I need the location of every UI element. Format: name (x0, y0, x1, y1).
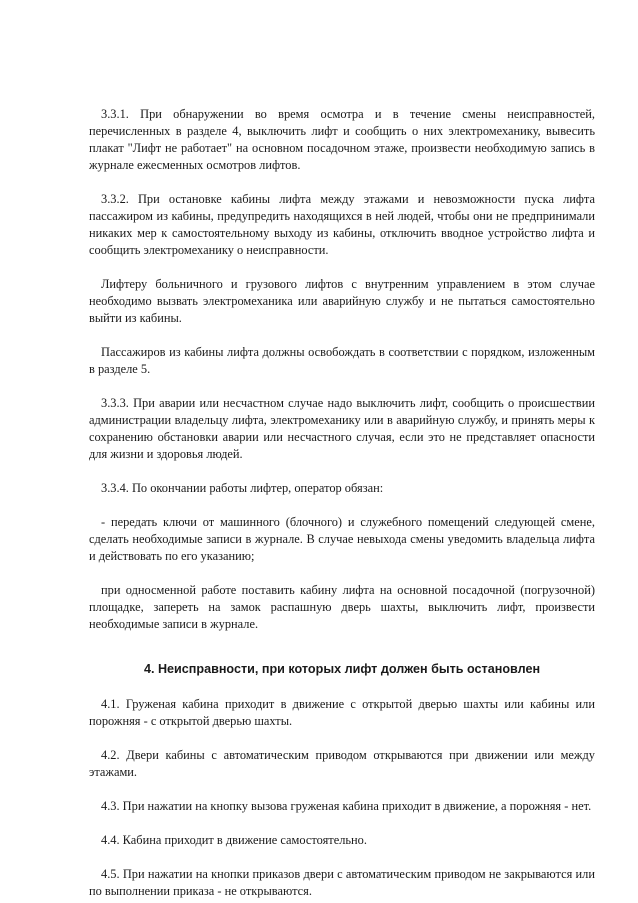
paragraph-3-3-4: 3.3.4. По окончании работы лифтер, оператор обязан: (101, 481, 384, 495)
paragraph-3-3-3: 3.3.3. При аварии или несчастном случае надо выключить лифт, сообщить о происшествии администрации владельцу лифта, электромеханику или в аварийную службу, и принять меры к сохранению обстановки аварии или несчастного случая, если это не представляет опасности для жизни и здоровья людей. (89, 396, 595, 461)
paragraph-freight-lift-operator: Лифтеру больничного и грузового лифтов с внутренним управлением в этом случае необходимо вызвать электромеханика или аварийную службу и не пытаться самостоятельно выйти из кабины. (89, 277, 595, 325)
list-item-4-5: 4.5. При нажатии на кнопки приказов двери с автоматическим приводом не закрываются или по выполнении приказа - не открываются. (89, 867, 595, 898)
paragraph-passenger-release: Пассажиров из кабины лифта должны освобождать в соответствии с порядком, изложенным в разделе 5. (89, 345, 595, 376)
paragraph-handover-keys: - передать ключи от машинного (блочного) и служебного помещений следующей смене, сделать необходимые записи в журнале. В случае невыхода смены уведомить владельца лифта и действовать по его указанию; (89, 515, 595, 563)
section-4-heading: 4. Неисправности, при которых лифт должен быть остановлен (143, 662, 541, 676)
list-item-4-2: 4.2. Двери кабины с автоматическим приводом открываются при движении или между этажами. (89, 748, 595, 779)
list-item-4-4: 4.4. Кабина приходит в движение самостоятельно. (101, 833, 367, 847)
paragraph-3-3-2: 3.3.2. При остановке кабины лифта между этажами и невозможности пуска лифта пассажиром из кабины, предупредить находящихся в ней людей, чтобы они не предпринимали никаких мер к самостоятельному выходу из кабины, отключить вводное устройство лифта и сообщить электромеханику о неисправности. (89, 192, 595, 257)
paragraph-single-shift: при односменной работе поставить кабину лифта на основной посадочной (погрузочной) площадке, запереть на замок распашную дверь шахты, выключить лифт, произвести необходимые записи в журнале. (89, 583, 595, 631)
paragraph-3-3-1: 3.3.1. При обнаружении во время осмотра и в течение смены неисправностей, перечисленных в разделе 4, выключить лифт и сообщить о них электромеханику, вывесить плакат "Лифт не работает" на основном посадочном этаже, произвести необходимую запись в журнале ежесменных осмотров лифтов. (89, 107, 595, 172)
list-item-4-3: 4.3. При нажатии на кнопку вызова груженая кабина приходит в движение, а порожняя - нет. (101, 799, 592, 813)
list-item-4-1: 4.1. Груженая кабина приходит в движение с открытой дверью шахты или кабины или порожняя - с открытой дверью шахты. (89, 697, 595, 728)
